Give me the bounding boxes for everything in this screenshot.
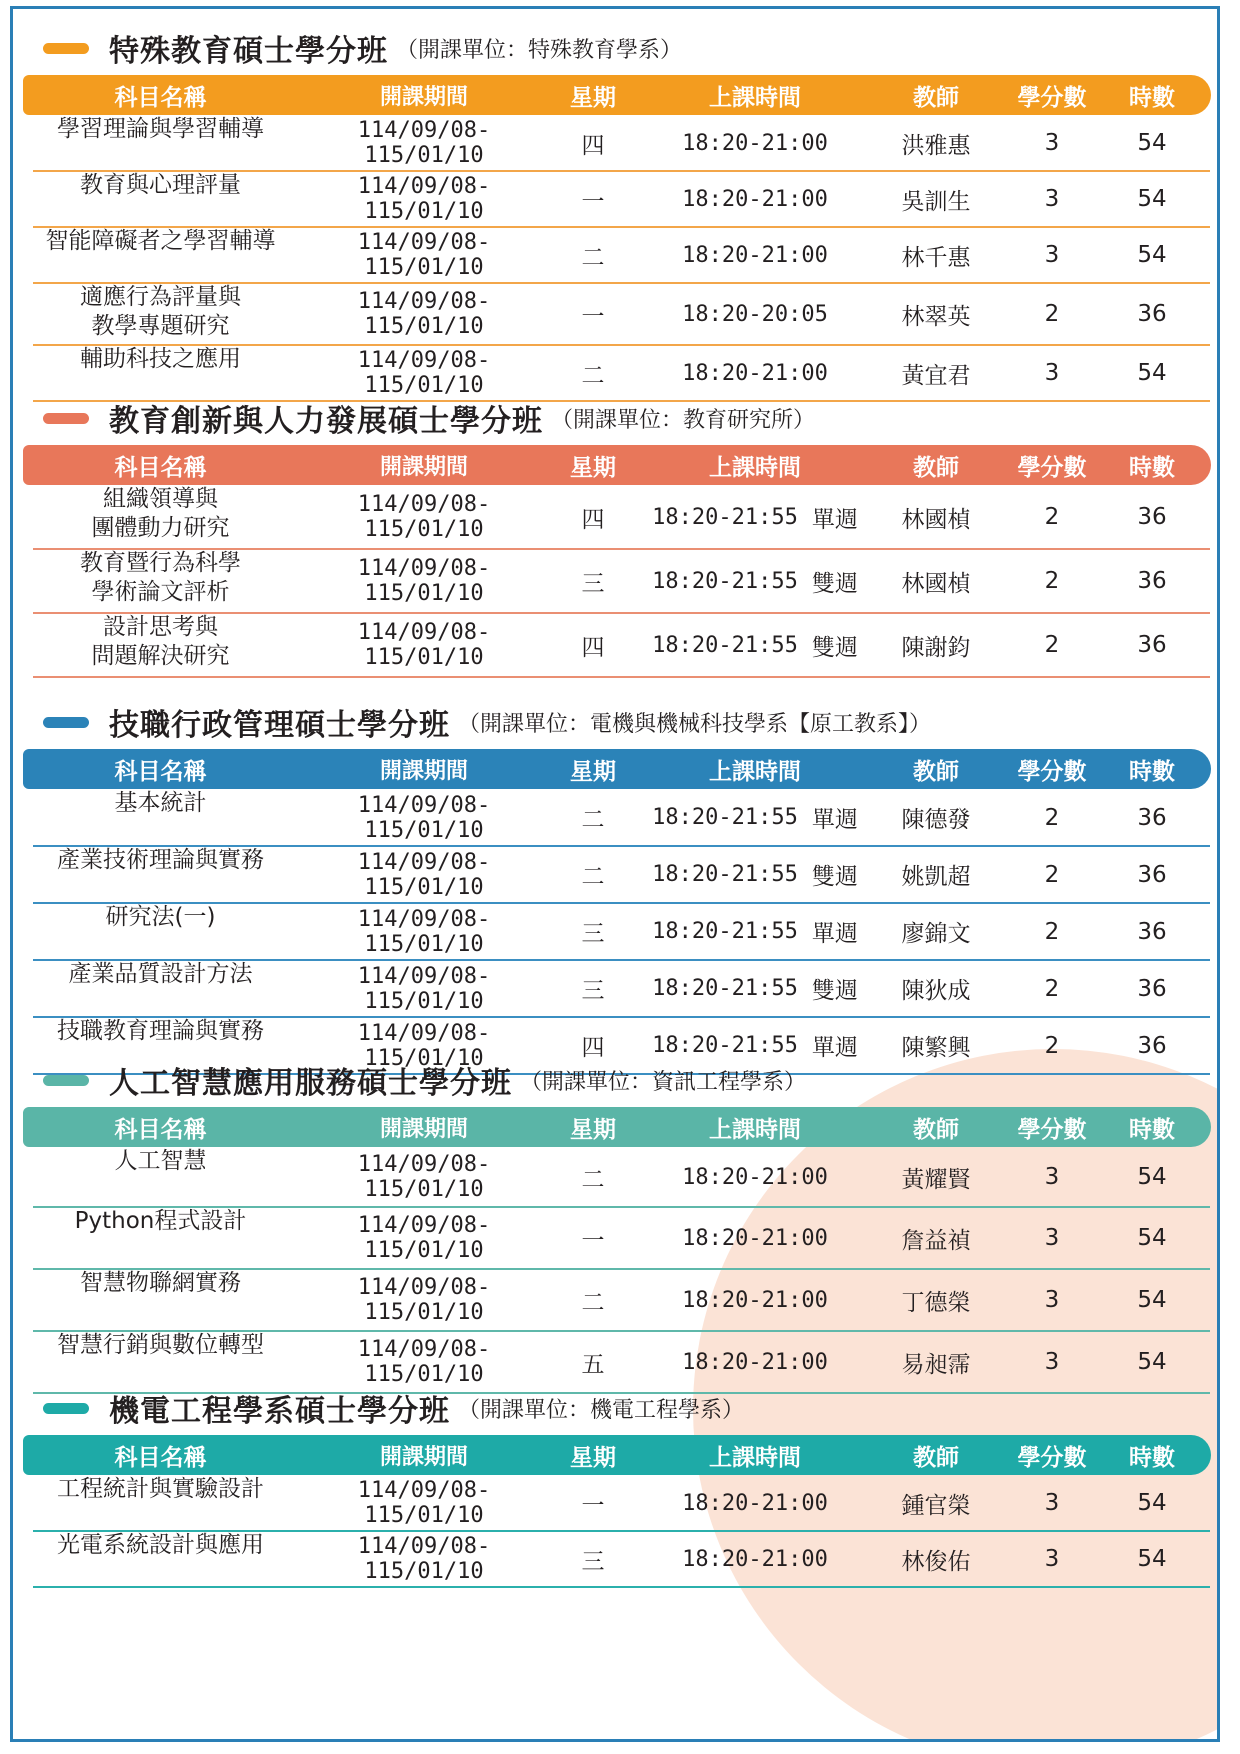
hours: 54 <box>1137 1490 1167 1516</box>
period: 114/09/08-115/01/10 <box>357 620 491 670</box>
weekday: 三 <box>581 978 605 1004</box>
credits: 2 <box>1044 568 1060 594</box>
header-credits: 學分數 <box>1017 1444 1087 1471</box>
weekday: 二 <box>581 864 605 890</box>
section-unit: （開課單位：特殊教育學系） <box>396 37 683 63</box>
teacher: 陳繁興 <box>901 1035 971 1061</box>
class-time <box>635 485 875 549</box>
header-period: 開課期間 <box>379 1116 468 1142</box>
title-dash-icon <box>43 1403 89 1414</box>
header-credits: 學分數 <box>1017 454 1087 481</box>
weekday: 四 <box>581 1035 605 1061</box>
table-row <box>23 171 1211 227</box>
teacher: 吳訓生 <box>901 188 971 215</box>
course-name-text <box>69 960 253 1017</box>
credits: 2 <box>1044 632 1060 658</box>
credits: 2 <box>1044 301 1060 327</box>
credits: 3 <box>1044 242 1060 268</box>
table-row <box>23 115 1211 171</box>
header-weekday: 星期 <box>570 1116 616 1143</box>
hours: 54 <box>1137 360 1167 386</box>
credits: 3 <box>1044 1225 1060 1251</box>
class-time-value: 18:20-21:00 <box>682 360 828 386</box>
course-name <box>23 1147 298 1207</box>
hours: 54 <box>1137 242 1167 268</box>
header-teacher: 教師 <box>913 758 959 785</box>
period: 114/09/08-115/01/10 <box>357 118 491 168</box>
teacher: 詹益禎 <box>901 1227 971 1254</box>
week-pattern: 雙週 <box>811 570 858 597</box>
period: 114/09/08-115/01/10 <box>357 792 491 843</box>
period: 114/09/08-115/01/10 <box>357 1337 491 1387</box>
header-credits: 學分數 <box>1017 758 1087 785</box>
header-hours: 時數 <box>1129 1444 1175 1471</box>
course-name-line: 工程統計與實驗設計 <box>57 1476 264 1502</box>
credits: 3 <box>1044 1490 1060 1516</box>
course-name-line: 教學專題研究 <box>91 313 230 339</box>
credits: 2 <box>1044 975 1060 1002</box>
title-dash-icon <box>43 1075 89 1086</box>
class-time-value: 18:20-20:05 <box>682 301 828 327</box>
header-teacher: 教師 <box>913 84 959 111</box>
period: 114/09/08-115/01/10 <box>357 1152 491 1202</box>
period: 114/09/08-115/01/10 <box>357 1020 491 1071</box>
course-name-line: 智慧行銷與數位轉型 <box>57 1332 264 1358</box>
course-name-text <box>115 1147 207 1207</box>
course-name <box>23 171 298 227</box>
period: 114/09/08-115/01/10 <box>357 289 491 339</box>
class-time-value: 18:20-21:55 <box>652 632 798 658</box>
table-header <box>23 1435 1211 1475</box>
course-name <box>23 960 298 1017</box>
teacher: 陳謝鈞 <box>901 634 971 661</box>
period: 114/09/08-115/01/10 <box>357 1534 491 1584</box>
course-name-text <box>80 171 241 227</box>
teacher: 洪雅惠 <box>901 132 971 159</box>
period: 114/09/08-115/01/10 <box>357 849 491 900</box>
course-name-line: 光電系統設計與應用 <box>57 1532 264 1558</box>
section-unit: （開課單位：機電工程學系） <box>458 1397 745 1423</box>
section-name: 技職行政管理碩士學分班 <box>109 708 450 743</box>
header-course-name: 科目名稱 <box>114 454 207 481</box>
course-name-line: 輔助科技之應用 <box>80 346 241 372</box>
course-name-line: 學習理論與學習輔導 <box>57 116 264 142</box>
header-credits: 學分數 <box>1017 1116 1087 1143</box>
section-title <box>43 1055 806 1105</box>
header-period: 開課期間 <box>379 1444 468 1470</box>
course-name-text <box>80 549 241 613</box>
table-header <box>23 445 1211 485</box>
hours: 36 <box>1137 632 1167 658</box>
week-pattern: 單週 <box>811 807 858 833</box>
weekday: 一 <box>581 188 605 215</box>
hours: 54 <box>1137 1225 1167 1251</box>
class-time-value: 18:20-21:00 <box>682 186 828 212</box>
hours: 54 <box>1137 130 1167 156</box>
section-title <box>43 23 682 73</box>
class-time <box>635 171 875 227</box>
course-name <box>23 903 298 960</box>
course-name-text <box>92 485 230 549</box>
section-name: 特殊教育碩士學分班 <box>109 34 388 69</box>
class-time <box>635 227 875 283</box>
weekday: 二 <box>581 1166 605 1193</box>
course-name-line: 團體動力研究 <box>91 515 230 541</box>
hours: 36 <box>1137 861 1167 888</box>
class-time-value: 18:20-21:55 <box>652 805 798 830</box>
course-name-line: 教育暨行為科學 <box>80 550 241 576</box>
title-dash-icon <box>43 413 89 424</box>
class-time-value: 18:20-21:55 <box>652 504 798 530</box>
section-title <box>43 697 931 747</box>
class-time <box>635 903 875 960</box>
course-name-text <box>57 846 264 903</box>
class-time-value: 18:20-21:55 <box>652 1033 798 1058</box>
teacher: 林俊佑 <box>901 1548 971 1575</box>
class-time <box>635 115 875 171</box>
course-name <box>23 1531 298 1587</box>
course-name-line: 適應行為評量與 <box>80 284 241 310</box>
header-course-name: 科目名稱 <box>114 758 207 785</box>
teacher: 陳狄成 <box>901 978 971 1004</box>
teacher: 林千惠 <box>901 244 971 271</box>
table-row <box>23 485 1211 549</box>
table-row <box>23 1269 1211 1331</box>
teacher: 林翠英 <box>901 303 971 330</box>
course-name-line: 組織領導與 <box>103 486 218 512</box>
class-time-value: 18:20-21:00 <box>682 242 828 268</box>
weekday: 四 <box>581 634 605 661</box>
credits: 3 <box>1044 130 1060 156</box>
header-course-name: 科目名稱 <box>114 1116 207 1143</box>
course-name-line: 研究法(一) <box>105 904 216 930</box>
table-row <box>23 903 1211 960</box>
class-time <box>635 1269 875 1331</box>
weekday: 五 <box>581 1351 605 1378</box>
teacher: 黃耀賢 <box>901 1166 971 1193</box>
class-time-value: 18:20-21:00 <box>682 1546 828 1572</box>
row-divider <box>33 1586 1210 1588</box>
class-time-value: 18:20-21:55 <box>652 976 798 1001</box>
course-name-line: 基本統計 <box>114 790 207 816</box>
class-time <box>635 846 875 903</box>
credits: 3 <box>1044 1164 1060 1190</box>
weekday: 二 <box>581 244 605 271</box>
weekday: 二 <box>581 362 605 389</box>
class-time-value: 18:20-21:00 <box>682 1164 828 1190</box>
header-class-time: 上課時間 <box>709 1116 801 1143</box>
class-time <box>635 1207 875 1269</box>
weekday: 二 <box>581 807 605 833</box>
period: 114/09/08-115/01/10 <box>357 1275 491 1325</box>
hours: 36 <box>1137 918 1167 945</box>
header-hours: 時數 <box>1129 84 1175 111</box>
section-unit: （開課單位：教育研究所） <box>551 407 816 433</box>
class-time <box>635 283 875 345</box>
teacher: 廖錦文 <box>901 921 971 947</box>
weekday: 二 <box>581 1289 605 1316</box>
course-name-line: 技職教育理論與實務 <box>57 1018 264 1044</box>
table-header <box>23 1107 1211 1147</box>
course-name-line: 產業品質設計方法 <box>68 961 253 987</box>
teacher: 林國楨 <box>901 570 971 597</box>
hours: 36 <box>1137 301 1167 327</box>
table-row <box>23 789 1211 846</box>
class-time-value: 18:20-21:00 <box>682 130 828 156</box>
period: 114/09/08-115/01/10 <box>357 1213 491 1263</box>
course-name-text <box>92 613 230 677</box>
course-name-line: 智慧物聯網實務 <box>80 1270 241 1296</box>
course-name-text <box>57 1531 264 1587</box>
course-name-line: 產業技術理論與實務 <box>57 847 264 873</box>
teacher: 易昶霈 <box>901 1351 971 1378</box>
credits: 2 <box>1044 504 1060 530</box>
period: 114/09/08-115/01/10 <box>357 906 491 957</box>
class-time-value: 18:20-21:55 <box>652 568 798 594</box>
weekday: 四 <box>581 506 605 533</box>
class-time <box>635 613 875 677</box>
hours: 54 <box>1137 1164 1167 1190</box>
teacher: 林國楨 <box>901 506 971 533</box>
class-time <box>635 960 875 1017</box>
header-teacher: 教師 <box>913 1116 959 1143</box>
section-name: 教育創新與人力發展碩士學分班 <box>109 404 543 439</box>
table-header <box>23 75 1211 115</box>
header-teacher: 教師 <box>913 454 959 481</box>
table-row <box>23 1147 1211 1207</box>
course-name-text <box>75 1207 247 1269</box>
credits: 2 <box>1044 1032 1060 1059</box>
course-name-text <box>57 115 264 171</box>
table-row <box>23 846 1211 903</box>
weekday: 三 <box>581 921 605 947</box>
credits: 2 <box>1044 804 1060 831</box>
section-name: 人工智慧應用服務碩士學分班 <box>109 1066 512 1101</box>
weekday: 四 <box>581 132 605 159</box>
class-time-value: 18:20-21:00 <box>682 1349 828 1375</box>
hours: 54 <box>1137 1546 1167 1572</box>
header-period: 開課期間 <box>379 84 468 110</box>
week-pattern: 單週 <box>811 1035 858 1061</box>
header-class-time: 上課時間 <box>709 1444 801 1471</box>
week-pattern: 雙週 <box>811 978 858 1004</box>
title-dash-icon <box>43 717 89 728</box>
course-name-text <box>80 283 241 345</box>
hours: 36 <box>1137 1032 1167 1059</box>
header-course-name: 科目名稱 <box>114 84 207 111</box>
table-row <box>23 613 1211 677</box>
document-frame <box>10 6 1220 1742</box>
class-time <box>635 1531 875 1587</box>
teacher: 陳德發 <box>901 807 971 833</box>
table-row <box>23 227 1211 283</box>
section-name: 機電工程學系碩士學分班 <box>109 1394 450 1429</box>
header-hours: 時數 <box>1129 1116 1175 1143</box>
teacher: 姚凱超 <box>901 864 971 890</box>
period: 114/09/08-115/01/10 <box>357 230 491 280</box>
table-row <box>23 283 1211 345</box>
course-name-text <box>46 227 276 283</box>
header-weekday: 星期 <box>570 758 616 785</box>
table-header <box>23 749 1211 789</box>
header-period: 開課期間 <box>379 454 468 480</box>
course-name <box>23 227 298 283</box>
week-pattern: 雙週 <box>811 634 858 661</box>
section-title <box>43 1383 744 1433</box>
course-name-text <box>106 903 216 960</box>
table-row <box>23 1475 1211 1531</box>
class-time <box>635 789 875 846</box>
title-dash-icon <box>43 43 89 54</box>
course-name-line: 人工智慧 <box>114 1148 207 1174</box>
class-time-value: 18:20-21:00 <box>682 1225 828 1251</box>
teacher: 黃宜君 <box>901 362 971 389</box>
class-time <box>635 549 875 613</box>
table-row <box>23 1207 1211 1269</box>
period: 114/09/08-115/01/10 <box>357 174 491 224</box>
header-hours: 時數 <box>1129 758 1175 785</box>
header-weekday: 星期 <box>570 454 616 481</box>
course-name <box>23 283 298 345</box>
weekday: 一 <box>581 1227 605 1254</box>
section-unit: （開課單位：電機與機械科技學系【原工教系】） <box>458 711 932 737</box>
table-row <box>23 960 1211 1017</box>
class-time <box>635 1475 875 1531</box>
course-name-line: 教育與心理評量 <box>80 172 241 198</box>
course-name-text <box>80 1269 241 1331</box>
course-name <box>23 789 298 846</box>
header-weekday: 星期 <box>570 1444 616 1471</box>
course-name-line: Python程式設計 <box>74 1208 247 1234</box>
course-name-line: 設計思考與 <box>103 614 218 640</box>
period: 114/09/08-115/01/10 <box>357 492 491 542</box>
course-name <box>23 485 298 549</box>
week-pattern: 單週 <box>811 921 858 947</box>
hours: 54 <box>1137 1287 1167 1313</box>
week-pattern: 雙週 <box>811 864 858 890</box>
hours: 36 <box>1137 975 1167 1002</box>
course-name <box>23 613 298 677</box>
course-name-text <box>57 1475 264 1531</box>
class-time-value: 18:20-21:00 <box>682 1287 828 1313</box>
weekday: 三 <box>581 570 605 597</box>
credits: 3 <box>1044 1287 1060 1313</box>
course-name <box>23 1269 298 1331</box>
weekday: 三 <box>581 1548 605 1575</box>
course-name <box>23 549 298 613</box>
hours: 36 <box>1137 804 1167 831</box>
header-weekday: 星期 <box>570 84 616 111</box>
section-title <box>43 393 815 443</box>
weekday: 一 <box>581 303 605 330</box>
row-divider <box>33 676 1210 678</box>
teacher: 鍾官榮 <box>901 1492 971 1519</box>
teacher: 丁德榮 <box>901 1289 971 1316</box>
header-period: 開課期間 <box>379 758 468 784</box>
class-time-value: 18:20-21:55 <box>652 862 798 887</box>
period: 114/09/08-115/01/10 <box>357 556 491 606</box>
course-name <box>23 846 298 903</box>
credits: 2 <box>1044 861 1060 888</box>
header-class-time: 上課時間 <box>709 758 801 785</box>
course-name <box>23 115 298 171</box>
class-time-value: 18:20-21:00 <box>682 1490 828 1516</box>
class-time-value: 18:20-21:55 <box>652 919 798 944</box>
table-row <box>23 549 1211 613</box>
header-hours: 時數 <box>1129 454 1175 481</box>
header-class-time: 上課時間 <box>709 454 801 481</box>
hours: 54 <box>1137 186 1167 212</box>
header-teacher: 教師 <box>913 1444 959 1471</box>
period: 114/09/08-115/01/10 <box>357 1478 491 1528</box>
class-time <box>635 1147 875 1207</box>
period: 114/09/08-115/01/10 <box>357 348 491 398</box>
weekday: 一 <box>581 1492 605 1519</box>
period: 114/09/08-115/01/10 <box>357 963 491 1014</box>
credits: 3 <box>1044 1349 1060 1375</box>
credits: 3 <box>1044 186 1060 212</box>
section-unit: （開課單位：資訊工程學系） <box>520 1069 807 1095</box>
header-credits: 學分數 <box>1017 84 1087 111</box>
credits: 2 <box>1044 918 1060 945</box>
credits: 3 <box>1044 1546 1060 1572</box>
course-name-text <box>115 789 207 846</box>
course-name-line: 學術論文評析 <box>91 579 230 605</box>
table-row <box>23 1531 1211 1587</box>
header-class-time: 上課時間 <box>709 84 801 111</box>
header-course-name: 科目名稱 <box>114 1444 207 1471</box>
course-name-line: 問題解決研究 <box>91 643 230 669</box>
course-name-line: 智能障礙者之學習輔導 <box>45 228 276 254</box>
week-pattern: 單週 <box>811 506 858 533</box>
course-name <box>23 1207 298 1269</box>
hours: 54 <box>1137 1349 1167 1375</box>
course-name <box>23 1475 298 1531</box>
credits: 3 <box>1044 360 1060 386</box>
hours: 36 <box>1137 568 1167 594</box>
hours: 36 <box>1137 504 1167 530</box>
